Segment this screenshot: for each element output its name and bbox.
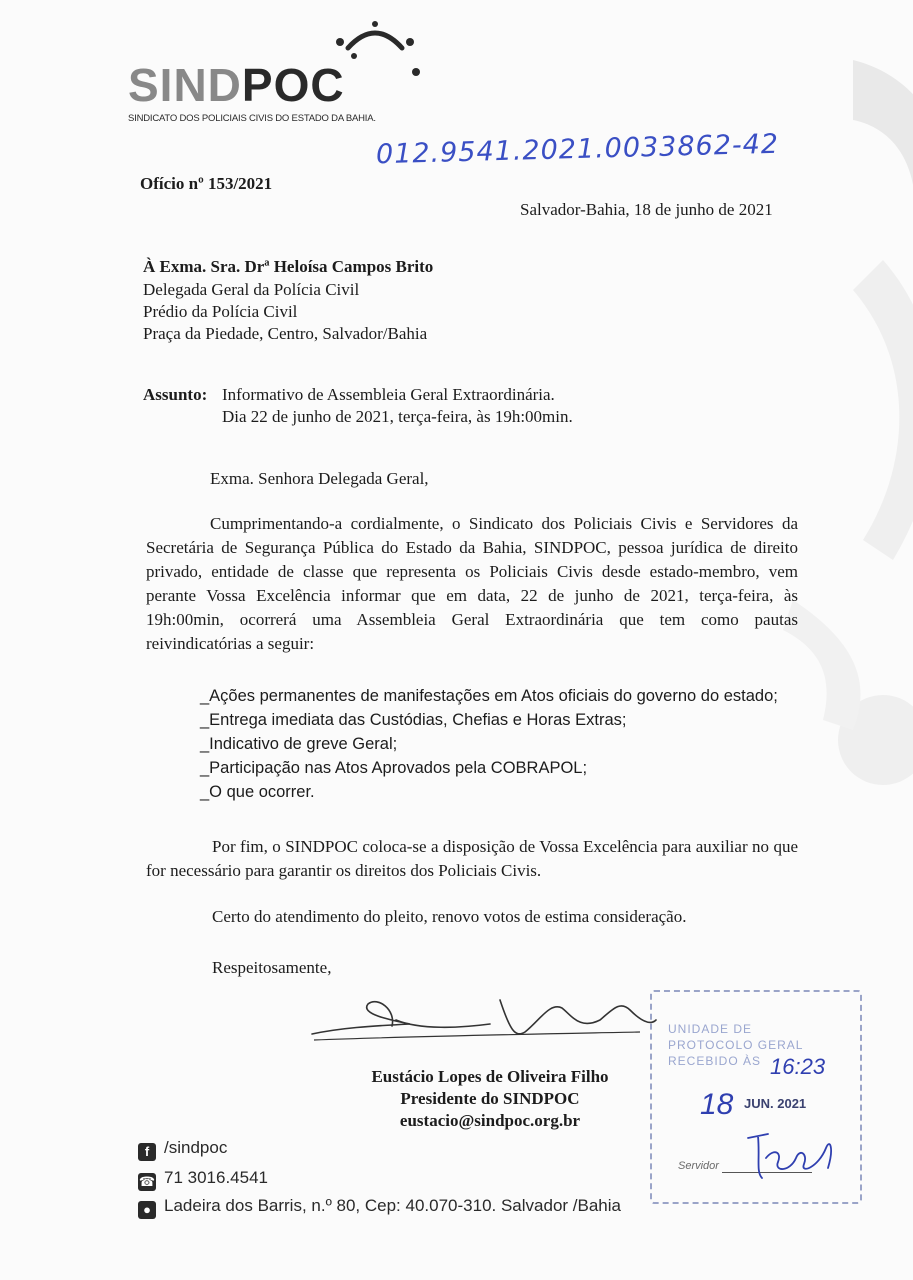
body-paragraph-3: Certo do atendimento do pleito, renovo votos de estima consideração.: [212, 907, 687, 926]
stamp-day: 18: [700, 1088, 734, 1121]
closing: Respeitosamente,: [212, 958, 332, 977]
handwritten-signature: [300, 990, 660, 1050]
place-date: Salvador-Bahia, 18 de junho de 2021: [520, 200, 773, 219]
signer-title: Presidente do SINDPOC: [400, 1089, 580, 1108]
recipient-name: À Exma. Sra. Drª Heloísa Campos Brito: [143, 257, 434, 276]
location-pin-icon: ●: [138, 1201, 156, 1219]
phone-icon: ☎: [138, 1174, 156, 1189]
agenda-item: _Participação nas Atos Aprovados pela COBRAPOL;: [200, 759, 588, 777]
stamp-line-2: PROTOCOLO GERAL: [668, 1038, 804, 1052]
street-address: Ladeira dos Barris, n.º 80, Cep: 40.070-310. Salvador /Bahia: [164, 1196, 621, 1215]
body-paragraph-1: Cumprimentando-a cordialmente, o Sindicato dos Policiais Civis e Servidores da Secretária de Segurança Pública do Estado da Bahia, SINDPOC, pessoa jurídica de direito privado, entidade de classe que representa os Policiais Civis desde estado-membro, vem perante Vossa Excelência informar que em data, 22 de junho de 2021, terça-feira, às 19h:00min, ocorrerá uma Assembleia Geral Extraordinária que tem como pautas reivindicatórias a seguir:: [146, 514, 798, 653]
reception-stamp: [650, 990, 862, 1204]
signer-email: eustacio@sindpoc.org.br: [399, 1111, 581, 1130]
sindpoc-logo: [128, 20, 428, 125]
stamp-line-3: RECEBIDO ÀS: [668, 1054, 762, 1068]
footer-phone: [138, 1168, 268, 1191]
stamp-month-year: JUN. 2021: [744, 1096, 807, 1111]
stamp-server-label: Servidor: [678, 1160, 719, 1172]
recipient-address: Praça da Piedade, Centro, Salvador/Bahia: [143, 324, 428, 343]
stamp-line-1: UNIDADE DE: [668, 1022, 753, 1036]
agenda-item: _O que ocorrer.: [200, 783, 315, 801]
facebook-icon: f: [138, 1143, 156, 1161]
facebook-handle: /sindpoc: [164, 1138, 228, 1157]
handwritten-protocol-number: 012.9541.2021.0033862-42: [375, 128, 780, 171]
body-paragraph-2: Por fim, o SINDPOC coloca-se a disposição de Vossa Excelência para auxiliar no que for necessário para garantir os direitos dos Policiais Civis.: [146, 837, 798, 880]
recipient-building: Prédio da Polícia Civil: [143, 302, 298, 321]
watermark-decoration: [733, 40, 913, 940]
logo-subtitle: SINDICATO DOS POLICIAIS CIVIS DO ESTADO DA BAHIA.: [128, 113, 376, 124]
logo-word-sind: SIND: [128, 59, 242, 111]
agenda-item: _Ações permanentes de manifestações em Atos oficiais do governo do estado;: [200, 687, 778, 705]
recipient-role: Delegada Geral da Polícia Civil: [143, 280, 360, 299]
salutation: Exma. Senhora Delegada Geral,: [210, 469, 429, 488]
subject-label: Assunto:: [143, 385, 208, 404]
phone-number: 71 3016.4541: [164, 1168, 268, 1187]
agenda-item: _Indicativo de greve Geral;: [200, 735, 398, 753]
signer-name: Eustácio Lopes de Oliveira Filho: [371, 1067, 609, 1086]
logo-word-poc: POC: [241, 59, 345, 111]
office-reference: Ofício nº 153/2021: [140, 174, 273, 193]
footer-address: [138, 1196, 621, 1219]
signature-block: [300, 1066, 680, 1132]
subject-line-2: Dia 22 de junho de 2021, terça-feira, às 19h:00min.: [222, 407, 573, 426]
agenda-item: _Entrega imediata das Custódias, Chefias e Horas Extras;: [200, 711, 627, 729]
footer-facebook: [138, 1138, 227, 1161]
stamp-time: 16:23: [770, 1054, 826, 1079]
logo-wordmark: [128, 58, 345, 112]
stamp-initials-signature: [738, 1128, 838, 1188]
subject-line-1: Informativo de Assembleia Geral Extraordinária.: [222, 385, 555, 404]
